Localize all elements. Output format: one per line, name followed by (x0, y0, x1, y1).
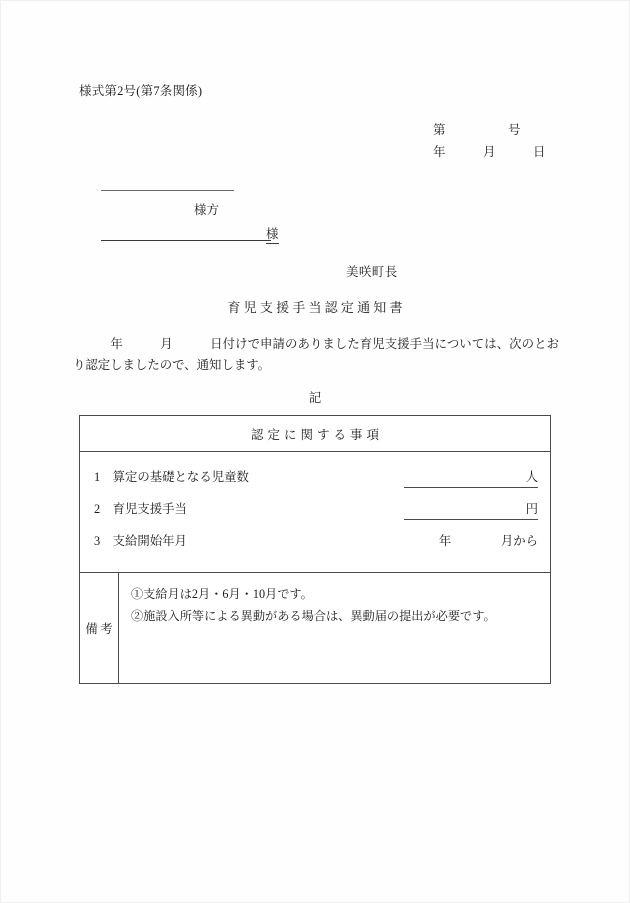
addressee-address-line (101, 178, 234, 191)
item-label: 3 支給開始年月 (94, 534, 187, 548)
table-row (80, 495, 550, 527)
addressee-name-line (101, 223, 271, 241)
table-remarks-row (80, 573, 550, 683)
table-row (80, 463, 550, 495)
ki-marker: 記 (308, 391, 322, 405)
item-label: 1 算定の基礎となる児童数 (94, 470, 249, 484)
item-label: 2 育児支援手当 (94, 502, 187, 516)
remarks-body (119, 573, 550, 683)
issuer-name: 美咲町長 (346, 265, 398, 279)
remarks-label: 備考 (80, 573, 119, 683)
table-row (80, 527, 550, 559)
item-unit: 人 (525, 470, 538, 484)
item-value-field[interactable]: 年 月から (438, 534, 538, 548)
document-meta (433, 119, 546, 163)
body-paragraph: 年 月 日付けで申請のありました育児支援手当については、次のとおり認定しましたので、通知します。 (73, 337, 559, 372)
document-date-line: 年 月 日 (433, 145, 546, 159)
item-unit: 円 (525, 502, 538, 516)
item-value-field[interactable] (404, 467, 538, 488)
document-number-line: 第 号 (433, 123, 521, 137)
table-items-cell (80, 452, 550, 573)
table-header-cell: 認定に関する事項 (80, 416, 550, 452)
remarks-line: ②施設入所等による異動がある場合は、異動届の提出が必要です。 (131, 609, 496, 623)
form-number: 様式第2号(第7条関係) (79, 84, 203, 98)
remarks-line: ①支給月は2月・6月・10月です。 (131, 587, 313, 601)
certification-table (79, 415, 551, 684)
document-title: 育児支援手当認定通知書 (227, 300, 406, 315)
addressee-household-honorific: 様方 (194, 203, 220, 217)
item-value-field[interactable] (404, 499, 538, 520)
addressee-honorific: 様 (266, 224, 279, 244)
